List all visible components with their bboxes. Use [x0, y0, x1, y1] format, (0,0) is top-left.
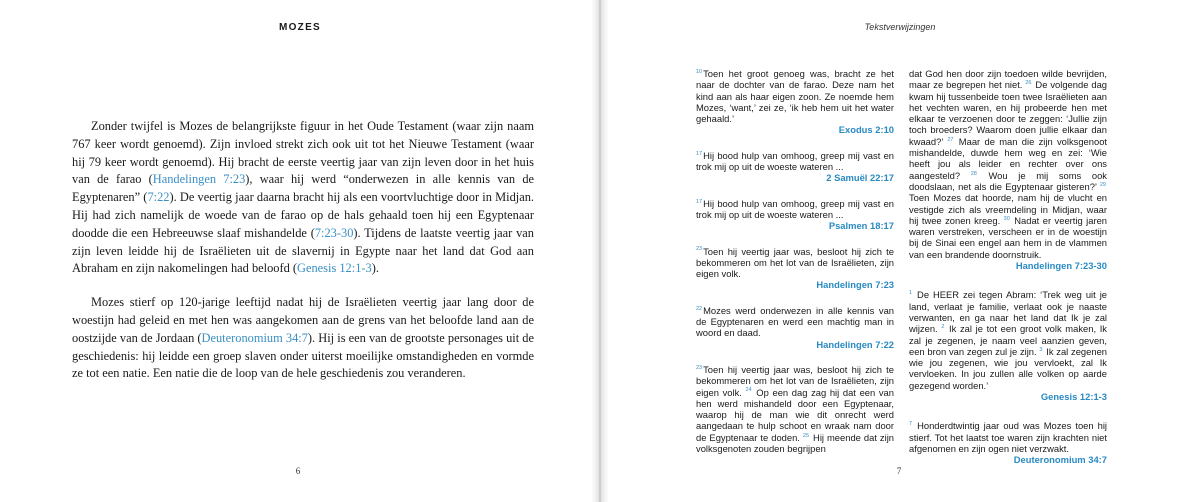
- scripture-reference-link[interactable]: Handelingen 7:23: [152, 172, 246, 187]
- reference-block: [909, 289, 1107, 402]
- body-text-segment: Zonder twijfel is Mozes de belangrijkste figuur in het Oude Testament (waar zijn naam 767 keer wordt genoemd). Zijn invloed strekt zich ook uit tot het Nieuwe Testament (waar hij 79 keer wordt genoemd). Hij bracht de eerste veertig jaar van zijn leven door in het huis van de farao (: [72, 119, 534, 187]
- verse-number: 1: [909, 290, 913, 297]
- reference-passage: [696, 246, 894, 280]
- page-number-right: 7: [896, 466, 902, 476]
- passage-text: Toen hij veertig jaar was, besloot hij zich te bekommeren om het lot van de Israëlieten, zijn eigen volk.: [696, 245, 894, 280]
- verse-number: 23: [696, 246, 703, 253]
- body-paragraph: [72, 118, 534, 278]
- scripture-reference-link[interactable]: Deuteronomium 34:7: [201, 330, 308, 345]
- reference-block: [909, 68, 1107, 271]
- reference-label: 2 Samuël 22:17: [826, 172, 894, 184]
- reference-passage: [696, 198, 894, 221]
- reference-block: [696, 364, 894, 454]
- reference-passage: [696, 305, 894, 339]
- passage-text: Toen hij veertig jaar was, besloot hij zich te bekommeren om het lot van de Israëlieten, zijn eigen volk.: [696, 363, 894, 398]
- body-text-segment: Mozes stierf op 120-jarige leeftijd nadat hij de Israëlieten veertig jaar lang door de woestijn had geleid en met hen was aangekomen aan de grens van het beloofde land aan de oostzijde van de Jordaan (: [72, 295, 534, 345]
- reference-block: [696, 150, 894, 184]
- reference-block: [696, 198, 894, 232]
- verse-number: 10: [696, 68, 703, 75]
- verse-number: 17: [696, 198, 703, 205]
- verse-number: 30: [1003, 215, 1010, 222]
- verse-number: 17: [696, 150, 703, 157]
- passage-text: Hij bood hulp van omhoog, greep mij vast en trok mij op uit de woeste wateren ...: [696, 149, 894, 173]
- page-number: 6: [295, 466, 301, 476]
- passage-text: Honderdtwintig jaar oud was Mozes toen hij stierf. Tot het laatst toe waren zijn krachten niet afgenomen en zijn ogen niet verzwakt.: [909, 420, 1107, 454]
- verse-number: 23: [696, 364, 703, 371]
- scripture-reference-link[interactable]: 7:22: [147, 190, 170, 205]
- body-paragraph: [72, 294, 534, 383]
- verse-number: 25: [802, 432, 810, 439]
- passage-text: Ik zal zegenen wie jou zegenen, wie jou vervloekt, zal Ik vervloeken. In jou zullen alle volken op aarde gezegend worden.’: [909, 345, 1108, 391]
- reference-passage: [696, 364, 894, 454]
- reference-label: Deuteronomium 34:7: [1013, 454, 1107, 466]
- running-title: MOZES: [278, 22, 322, 33]
- running-title-right: Tekstverwijzingen: [864, 22, 936, 32]
- reference-passage: [696, 150, 894, 173]
- reference-block: [909, 420, 1107, 465]
- reference-block: [696, 68, 894, 136]
- verse-number: 28: [970, 170, 977, 177]
- right-page: [600, 0, 1200, 502]
- references-column-2: [909, 68, 1107, 466]
- verse-number: 26: [1025, 80, 1032, 87]
- reference-label: Psalmen 18:17: [828, 220, 894, 232]
- body-text-segment: ), waar hij werd “onderwezen in alle kennis van de Egyptenaren” (: [72, 172, 535, 205]
- references-column-1: [696, 68, 894, 454]
- reference-passage: [696, 68, 894, 124]
- scripture-reference-link[interactable]: 7:23-30: [314, 225, 354, 240]
- passage-text: De volgende dag kwam hij tussenbeide toen twee Israëlieten aan het vechten waren, en hij probeerde hen met elkaar te verzoenen door te zeggen: ‘Jullie zijn toch broeders? Waarom doen jullie elkaar dan kwaad?’: [909, 79, 1107, 147]
- verse-number: 27: [947, 136, 954, 143]
- passage-text: Toen het groot genoeg was, bracht ze het naar de dochter van de farao. Deze nam het kind aan als haar eigen zoon. Ze noemde hem Mozes, ‘want,’ zei ze, ‘ik heb hem uit het water gehaald.’: [696, 68, 894, 125]
- verse-number: 7: [909, 421, 913, 428]
- scripture-reference-link[interactable]: Genesis 12:1-3: [297, 261, 372, 276]
- passage-text: Op een dag zag hij dat een van hen werd mishandeld door een Egyptenaar, waarop hij de man wie dit onrecht werd aangedaan te hulp schoot en wraak nam door de Egyptenaar te doden.: [696, 386, 894, 443]
- passage-text: Ik zal je tot een groot volk maken, Ik zal je zegenen, je naam veel aanzien geven, een bron van zegen zul je zijn.: [909, 323, 1107, 357]
- reference-passage: [909, 68, 1107, 260]
- passage-text: De HEER zei tegen Abram: ‘Trek weg uit je land, verlaat je familie, verlaat ook je naaste verwanten, en ga naar het land dat Ik je zal wijzen.: [909, 289, 1107, 335]
- reference-label: Handelingen 7:22: [816, 338, 894, 350]
- passage-text: dat God hen door zijn toedoen wilde bevrijden, maar ze begrepen het niet.: [909, 68, 1107, 91]
- passage-text: Hij bood hulp van omhoog, greep mij vast en trok mij op uit de woeste wateren ...: [696, 197, 894, 220]
- body-text: [72, 118, 534, 399]
- passage-text: Maar de man die zijn volksgenoot mishandelde, duwde hem weg en zei: ‘Wie heeft jou als leider en rechter over ons aangesteld?: [909, 135, 1108, 181]
- body-text-segment: ). Tijdens de laatste veertig jaar van zijn leven leidde hij de Israëlieten uit de slavernij in Egypte naar het land dat God aan Abraham en zijn nakomelingen had beloofd (: [72, 225, 534, 276]
- verse-number: 22: [696, 305, 703, 312]
- book-gutter: [591, 0, 609, 502]
- body-text-segment: ).: [371, 261, 379, 276]
- body-text-segment: ). Hij is een van de grootste personages uit de geschiedenis: hij leidde een groep slaven onder uiterst moeilijke omstandigheden en vormde ze tot een natie. Een natie die de loop van de hele geschiedenis zou veranderen.: [72, 330, 534, 381]
- verse-number: 2: [941, 324, 945, 331]
- verse-number: 24: [745, 387, 752, 394]
- passage-text: Toen Mozes dat hoorde, nam hij de vlucht en vestigde zich als vreemdeling in Midjan, waar hij twee zonen kreeg.: [909, 192, 1107, 226]
- passage-text: Mozes werd onderwezen in alle kennis van de Egyptenaren en werd een machtig man in woord en daad.: [696, 304, 894, 339]
- reference-label: Exodus 2:10: [838, 124, 894, 136]
- verse-number: 29: [1099, 181, 1106, 188]
- verse-number: 3: [1039, 346, 1043, 353]
- reference-label: Handelingen 7:23-30: [1015, 260, 1107, 272]
- reference-label: Genesis 12:1-3: [1040, 391, 1107, 403]
- reference-passage: [909, 289, 1107, 391]
- passage-text: Nadat er veertig jaren waren verstreken, verscheen er in de woestijn bij de Sinai een engel aan hem in de vlammen van een brandende doornstruik.: [909, 214, 1107, 260]
- reference-label: Handelingen 7:23: [816, 279, 894, 291]
- reference-block: [696, 246, 894, 291]
- passage-text: Hij meende dat zijn volksgenoten zouden begrijpen: [696, 431, 894, 455]
- body-text-segment: ). De veertig jaar daarna bracht hij als een voortvluchtige door in Midjan. Hij had zich namelijk de woede van de farao op de hals gehaald toen hij een Egyptenaar doodde die een Hebreeuwse slaaf mishandelde (: [72, 190, 534, 240]
- passage-text: Wou je mij soms ook doodslaan, net als die Egyptenaar gisteren?’: [909, 169, 1107, 192]
- reference-block: [696, 305, 894, 350]
- reference-passage: [909, 420, 1107, 454]
